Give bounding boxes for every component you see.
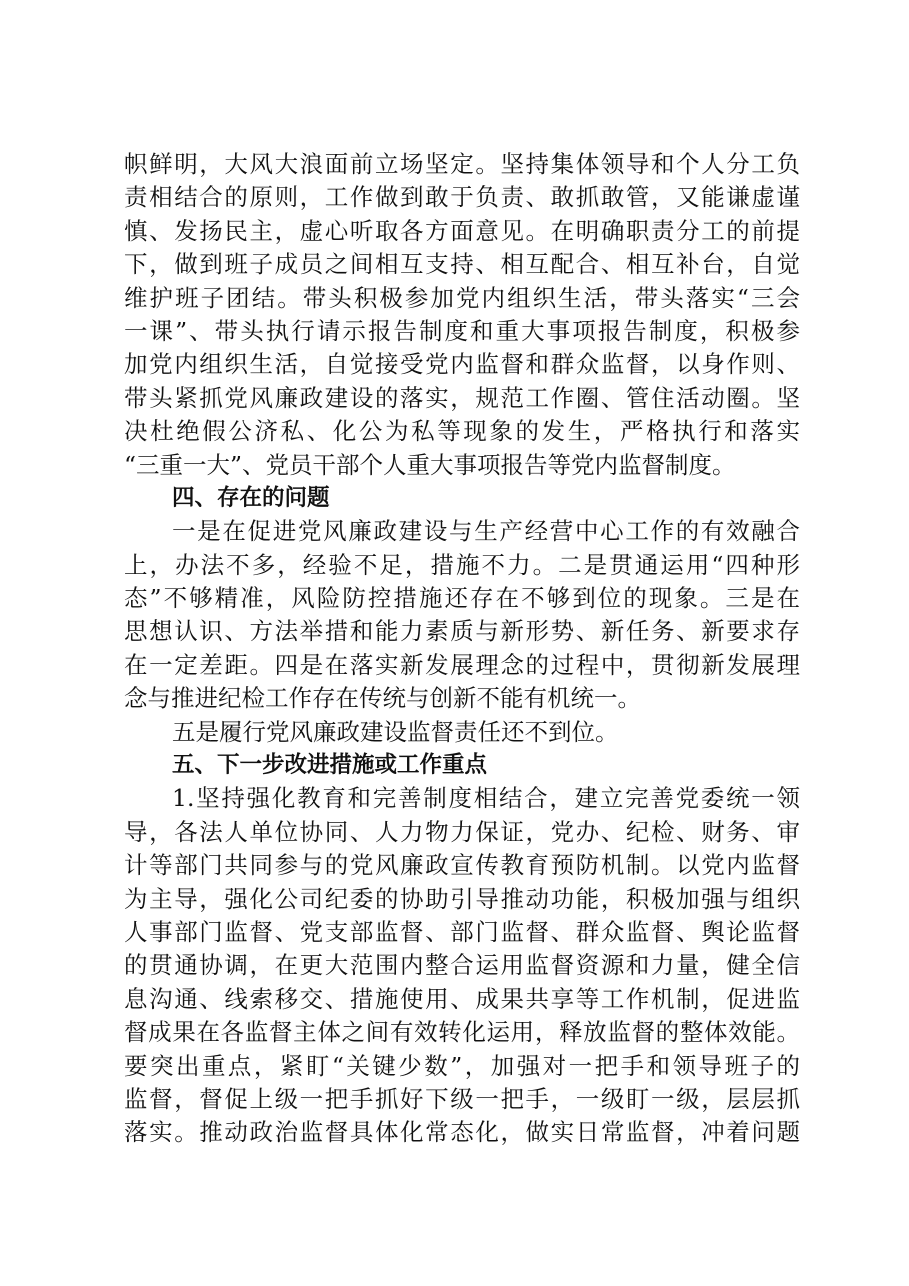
text-line: 带头紧抓党风廉政建设的落实，规范工作圈、管住活动圈。坚 (124, 383, 800, 412)
text-line: 慎、发扬民主，虚心听取各方面意见。在明确职责分工的前提 (124, 216, 800, 245)
document-body (124, 148, 800, 1150)
text-line: 人事部门监督、党支部监督、部门监督、群众监督、舆论监督 (124, 917, 800, 946)
text-line: 监督，督促上级一把手抓好下级一把手，一级盯一级，层层抓 (124, 1084, 800, 1113)
text-line: 维护班子团结。带头积极参加党内组织生活，带头落实“三会 (124, 283, 800, 312)
text-line: 一课”、带头执行请示报告制度和重大事项报告制度，积极参 (124, 316, 800, 345)
text-line: 下，做到班子成员之间相互支持、相互配合、相互补台，自觉 (124, 250, 800, 279)
section-heading-next-steps: 五、下一步改进措施或工作重点 (172, 752, 488, 779)
text-line: 息沟通、线索移交、措施使用、成果共享等工作机制，促进监 (124, 984, 800, 1013)
text-line: 1.坚持强化教育和完善制度相结合，建立完善党委统一领 (172, 784, 800, 813)
section3-tail-paragraph (124, 148, 800, 482)
problems-paragraph-2: 五是履行党风廉政建设监督责任还不到位。 (172, 717, 619, 746)
text-line: 为主导，强化公司纪委的协助引导推动功能，积极加强与组织 (124, 884, 800, 913)
text-line: 计等部门共同参与的党风廉政宣传教育预防机制。以党内监督 (124, 851, 800, 880)
text-line: 加党内组织生活，自觉接受党内监督和群众监督，以身作则、 (124, 350, 800, 379)
next-steps-paragraph (124, 782, 800, 1149)
text-line: “三重一大”、党员干部个人重大事项报告等党内监督制度。 (124, 450, 736, 479)
text-line: 要突出重点，紧盯“关键少数”，加强对一把手和领导班子的 (124, 1051, 800, 1080)
text-line: 决杜绝假公济私、化公为私等现象的发生，严格执行和落实 (124, 417, 800, 446)
text-line: 一是在促进党风廉政建设与生产经营中心工作的有效融合 (172, 517, 800, 546)
text-line: 在一定差距。四是在落实新发展理念的过程中，贯彻新发展理 (124, 650, 800, 679)
text-line: 念与推进纪检工作存在传统与创新不能有机统一。 (124, 684, 641, 713)
text-line: 督成果在各监督主体之间有效转化运用，释放监督的整体效能。 (124, 1018, 800, 1047)
text-line: 导，各法人单位协同、人力物力保证，党办、纪检、财务、审 (124, 817, 800, 846)
text-line: 责相结合的原则，工作做到敢于负责、敢抓敢管，又能谦虚谨 (124, 183, 800, 212)
text-line: 帜鲜明，大风大浪面前立场坚定。坚持集体领导和个人分工负 (124, 150, 800, 178)
text-line: 上，办法不多，经验不足，措施不力。二是贯通运用“四种形 (124, 550, 800, 579)
text-line: 的贯通协调，在更大范围内整合运用监督资源和力量，健全信 (124, 951, 800, 980)
problems-paragraph (124, 515, 800, 715)
text-line: 思想认识、方法举措和能力素质与新形势、新任务、新要求存 (124, 617, 800, 646)
text-line: 态”不够精准，风险防控措施还存在不够到位的现象。三是在 (124, 584, 800, 613)
section-heading-problems: 四、存在的问题 (172, 484, 330, 511)
text-line: 落实。推动政治监督具体化常态化，做实日常监督，冲着问题 (124, 1118, 800, 1147)
